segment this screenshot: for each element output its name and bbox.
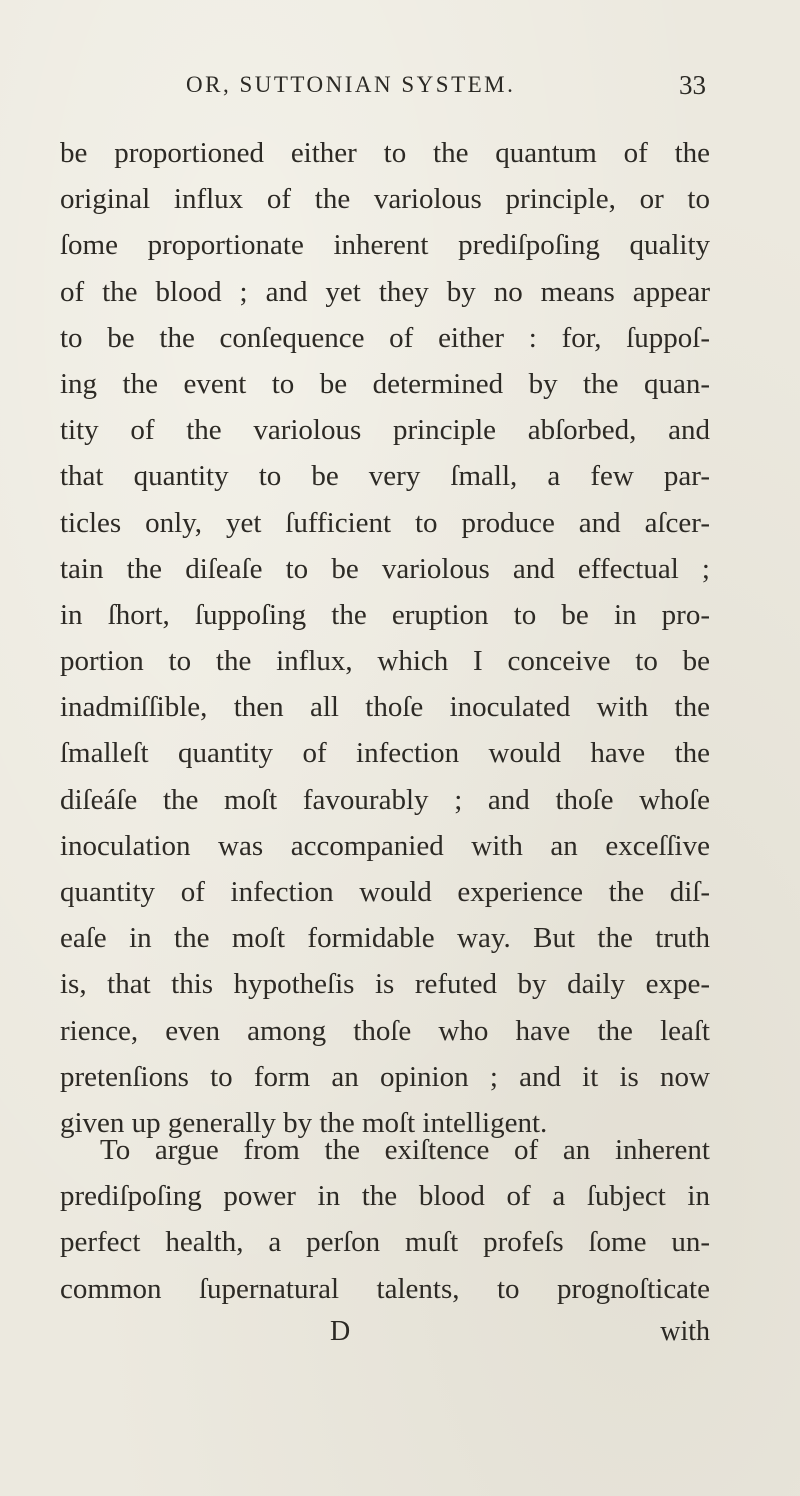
paragraph-2 [60,1127,710,1312]
text-line: prediſpoſing power in the blood of a ſubject in [60,1180,710,1213]
text-line: pretenſions to form an opinion ; and it is now [60,1060,710,1093]
signature-mark: D [330,1316,351,1347]
text-line: be proportioned either to the quantum of the [60,137,710,169]
text-line: ticles only, yet ſufficient to produce and aſcer- [60,506,710,539]
text-line: quantity of infection would experience the diſ- [60,876,710,908]
paragraph-1 [60,130,710,1146]
text-line: perfect health, a perſon muſt profeſs ſome un- [60,1226,710,1259]
text-line: inadmiſſible, then all thoſe inoculated with the [60,691,710,724]
text-line: to be the conſequence of either : for, ſuppoſ- [60,321,710,354]
text-line: inoculation was accompanied with an exceſſive [60,829,710,862]
page-number: 33 [679,70,706,100]
catchword: with [660,1316,710,1347]
text-line: in ſhort, ſuppoſing the eruption to be in pro- [60,598,710,631]
text-line: tity of the variolous principle abſorbed, and [60,414,710,447]
running-head [186,62,706,102]
text-line: is, that this hypotheſis is refuted by daily expe- [60,968,710,1001]
text-line: portion to the influx, which I conceive to be [60,645,710,678]
text-line: original influx of the variolous principle, or to [60,183,710,216]
text-line: that quantity to be very ſmall, a few par- [60,460,710,493]
running-title: OR, SUTTONIAN SYSTEM. [186,72,516,97]
text-line: eaſe in the moſt formidable way. But the truth [60,922,710,955]
text-line: ing the event to be determined by the quan- [60,367,710,400]
text-line: of the blood ; and yet they by no means appear [60,275,710,308]
text-line: ſmalleſt quantity of infection would have the [60,737,710,770]
text-line: tain the diſeaſe to be variolous and effectual ; [60,552,710,585]
text-line: diſeáſe the moſt favourably ; and thoſe whoſe [60,783,710,816]
page-footer [60,1312,710,1358]
text-line: given up generally by the moſt intelligent. [60,1106,548,1139]
text-line: ſome proportionate inherent prediſpoſing quality [60,229,710,262]
text-line: rience, even among thoſe who have the leaſt [60,1014,710,1047]
text-line: common ſupernatural talents, to prognoſticate [60,1272,710,1305]
text-line: To argue from the exiſtence of an inherent [100,1134,710,1166]
